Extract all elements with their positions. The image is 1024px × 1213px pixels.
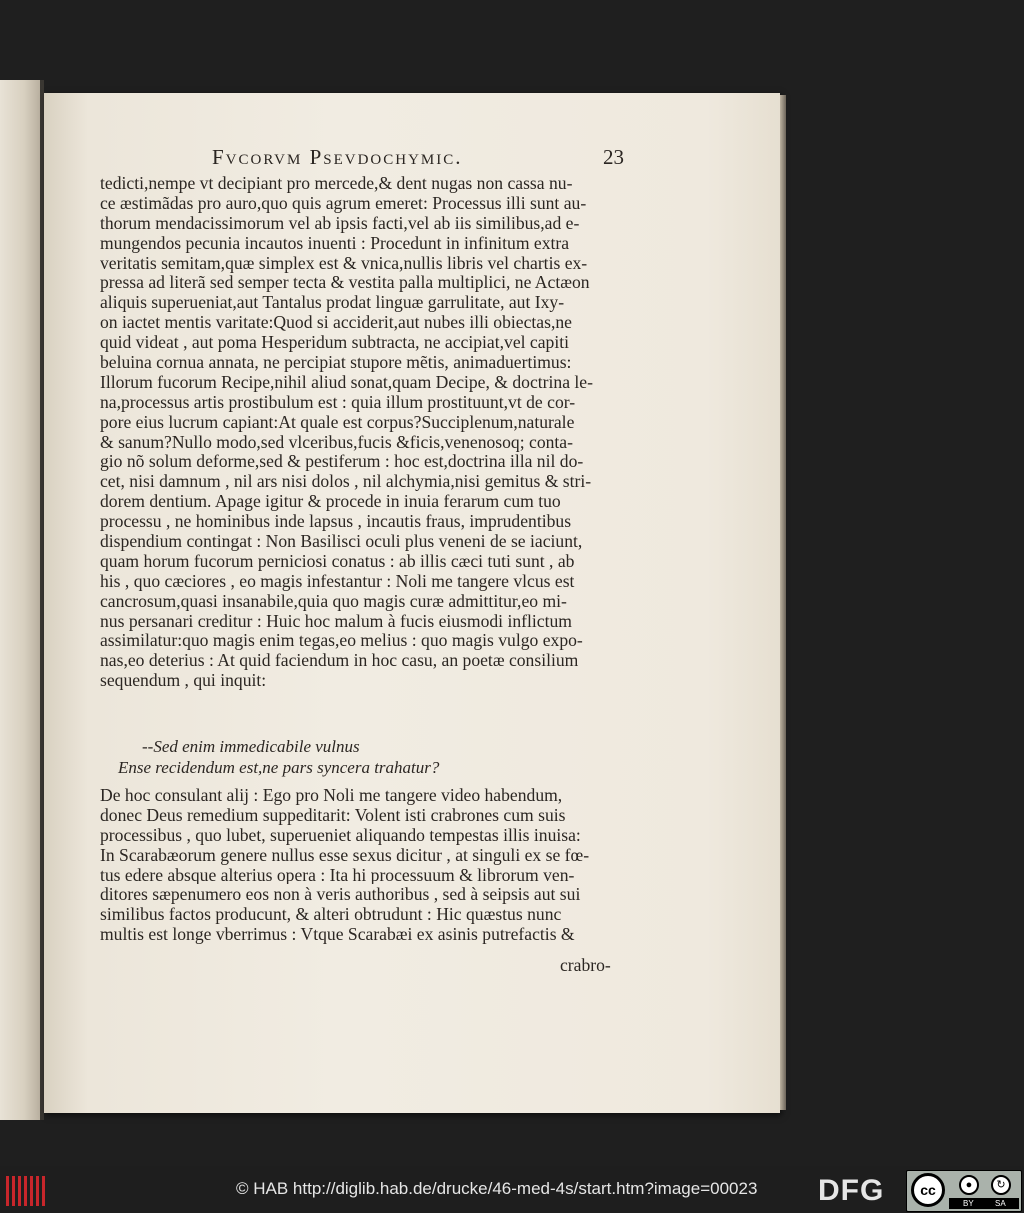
text-line: sequendum , qui inquit: <box>100 671 267 691</box>
text-line: aliquis superueniat,aut Tantalus prodat linguæ garrulitate, aut Ixy- <box>100 293 565 313</box>
text-line: tus edere absque alterius opera : Ita hi processuum & librorum ven- <box>100 864 575 885</box>
text-line: In Scarabæorum genere nullus esse sexus dicitur , at singuli ex se fœ- <box>100 844 590 865</box>
text-line: donec Deus remedium suppeditarit: Volent isti crabrones cum suis <box>100 804 566 825</box>
text-line: thorum mendacissimorum vel ab ipsis facti,vel ab iis similibus,ad e- <box>100 213 580 233</box>
running-title: Fvcorvm Psevdochymic. <box>212 145 463 169</box>
page-edge <box>780 95 786 1110</box>
text-line: dorem dentium. Apage igitur & procede in inuia ferarum cum tuo <box>100 492 561 512</box>
text-line: tedicti,nempe vt decipiant pro mercede,& dent nugas non cassa nu- <box>100 174 573 193</box>
text-line: his , quo cæciores , eo magis infestantur : Noli me tangere vlcus est <box>100 571 575 591</box>
text-line: beluina cornua annata, ne percipiat stupore mẽtis, animaduertimus: <box>100 353 572 373</box>
quote-line: Ense recidendum est,ne pars syncera trahatur? <box>118 758 440 777</box>
share-alike-icon: ↻ <box>991 1175 1011 1195</box>
text-line: De hoc consulant alij : Ego pro Noli me tangere video habendum, <box>100 785 563 805</box>
license-strip <box>949 1198 1019 1209</box>
text-line: Illorum fucorum Recipe,nihil aliud sonat,quam Decipe, & doctrina le- <box>100 372 593 392</box>
previous-page-edge <box>0 80 40 1120</box>
page-number: 23 <box>603 145 624 169</box>
text-line: mungendos pecunia incautos inuenti : Procedunt in infinitum extra <box>100 233 570 253</box>
attribution-icon: ● <box>959 1175 979 1195</box>
text-line: quam horum fucorum perniciosi conatus : ab illis cæci tuti sunt , ab <box>100 551 575 571</box>
dfg-logo[interactable]: DFG <box>818 1174 885 1207</box>
hab-logo-icon[interactable] <box>6 1176 46 1206</box>
text-line: nas,eo deterius : At quid faciendum in hoc casu, an poetæ consilium <box>100 651 579 671</box>
sa-label: SA <box>995 1199 1006 1208</box>
text-line: cancrosum,quasi insanabile,quia quo magis curæ admittitur,eo mi- <box>100 591 567 611</box>
text-line: veritatis semitam,quæ simplex est & vnica,nullis libris vel chartis ex- <box>100 253 588 273</box>
verse-quotation <box>118 736 538 778</box>
text-line: ditores sæpenumero eos non à veris authoribus , sed à seipsis aut sui <box>100 884 581 905</box>
text-line: assimilatur:quo magis enim tegas,eo melius : quo magis vulgo expo- <box>100 631 583 651</box>
cc-license-badge[interactable] <box>906 1170 1022 1212</box>
text-line: nus persanari creditur : Huic hoc malum à fucis eiusmodi inflictum <box>100 611 572 631</box>
cc-icon: cc <box>911 1173 945 1207</box>
quote-line: --Sed enim immedicabile vulnus <box>142 737 360 756</box>
footer-bar <box>0 1166 1024 1213</box>
source-link[interactable]: © HAB http://diglib.hab.de/drucke/46-med-4s/start.htm?image=00023 <box>236 1179 758 1198</box>
text-line: pore eius lucrum capiant:At quale est corpus?Succiplenum,naturale <box>100 412 575 432</box>
text-line: pressa ad literã sed semper tecta & vestita palla multiplici, ne Actæon <box>100 273 590 293</box>
running-head <box>212 145 624 173</box>
text-line: processu , ne hominibus inde lapsus , incautis fraus, imprudentibus <box>100 512 572 532</box>
text-line: multis est longe vberrimus : Vtque Scarabæi ex asinis putrefactis & <box>100 924 575 945</box>
text-line: gio nõ solum deforme,sed & pestiferum : hoc est,doctrina illa nil do- <box>100 452 584 472</box>
text-line: & sanum?Nullo modo,sed vlceribus,fucis &ficis,venenosoq; conta- <box>100 432 573 452</box>
text-line: dispendium contingat : Non Basilisci oculi plus veneni de se iaciunt, <box>100 532 583 552</box>
body-text <box>100 174 625 691</box>
text-line: quid videat , aut poma Hesperidum subtracta, ne accipiat,vel capiti <box>100 333 570 353</box>
text-line: na,processus artis prostibulum est : quia illum prostituunt,vt de cor- <box>100 392 576 412</box>
text-line: processibus , quo lubet, superueniet aliquando tempestas illis inuisa: <box>100 824 581 845</box>
text-line: on iactet mentis varitate:Quod si acciderit,aut nubes illi obiectas,ne <box>100 313 572 333</box>
text-line: cet, nisi damnum , nil ars nisi dolos , nil alchymia,nisi gemitus & stri- <box>100 472 592 492</box>
by-label: BY <box>963 1199 974 1208</box>
catchword: crabro- <box>560 955 611 975</box>
text-line: similibus factos producunt, & alteri obtrudunt : Hic quæstus nunc <box>100 904 562 925</box>
text-line: ce æstimãdas pro auro,quo quis agrum emeret: Processus illi sunt au- <box>100 193 587 213</box>
body-text-continued <box>100 785 625 944</box>
